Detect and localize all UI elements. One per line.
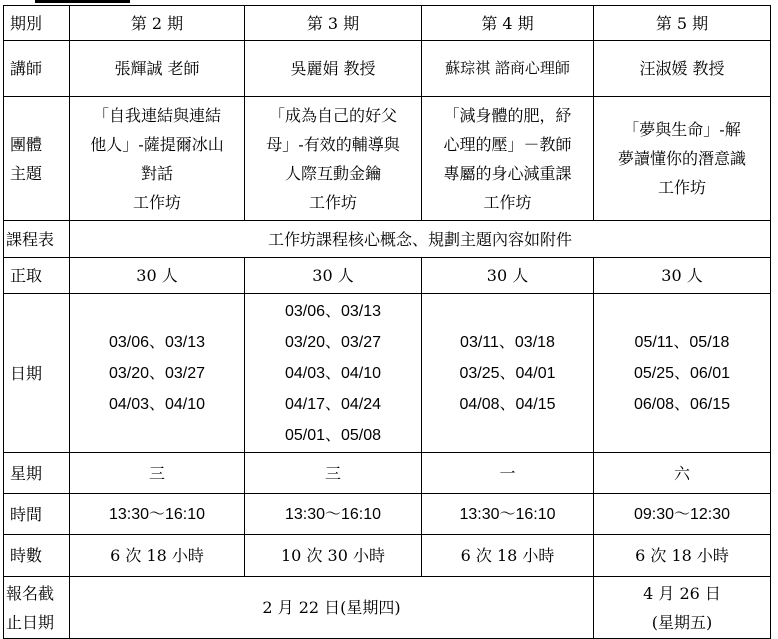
admitted-label: 正取 — [4, 258, 70, 294]
period-5: 第 5 期 — [594, 6, 771, 41]
schedule-label: 課程表 — [4, 221, 70, 258]
theme-row — [4, 97, 771, 221]
time-label: 時間 — [4, 494, 70, 535]
admitted-row — [4, 258, 771, 294]
time-row — [4, 494, 771, 535]
date-line: 03/06、03/13 — [108, 333, 206, 351]
date-line: 04/03、04/10 — [108, 395, 206, 413]
dates-label: 日期 — [4, 294, 70, 453]
theme-cell — [594, 97, 771, 221]
deadline-merged-cell: 2 月 22 日(星期四) — [70, 577, 594, 639]
theme-line: 「夢與生命」-解 — [623, 120, 741, 139]
theme-line: 母」-有效的輔導與 — [266, 134, 400, 154]
theme-label-line: 團體 — [10, 134, 43, 154]
period-3: 第 3 期 — [245, 6, 422, 41]
time-cell: 09:30～12:30 — [594, 494, 771, 535]
lecturer-cell: 汪淑媛 教授 — [594, 41, 771, 97]
admitted-cell: 30 人 — [70, 258, 245, 294]
dates-cell — [245, 294, 422, 453]
weekday-cell: 六 — [594, 453, 771, 494]
lecturer-cell: 張輝誠 老師 — [70, 41, 245, 97]
hours-cell: 6 次 18 小時 — [70, 535, 245, 577]
time-cell: 13:30～16:10 — [245, 494, 422, 535]
time-cell: 13:30～16:10 — [70, 494, 245, 535]
schedule-row — [4, 221, 771, 258]
date-line: 03/25、04/01 — [459, 364, 556, 382]
deadline-label-line: 止日期 — [6, 612, 55, 632]
theme-line: 專屬的身心減重課 — [443, 163, 572, 183]
deadline-label — [4, 577, 70, 639]
date-line: 04/03、04/10 — [284, 364, 382, 382]
dates-cell — [594, 294, 771, 453]
admitted-cell: 30 人 — [245, 258, 422, 294]
period-2: 第 2 期 — [70, 6, 245, 41]
period-label: 期別 — [4, 6, 70, 41]
theme-line: 對話 — [140, 163, 173, 183]
theme-line: 他人」-薩提爾冰山 — [90, 134, 224, 154]
deadline-last-cell — [594, 577, 771, 639]
hours-cell: 6 次 18 小時 — [422, 535, 594, 577]
date-line: 03/06、03/13 — [284, 302, 382, 320]
top-edge-line — [35, 0, 130, 3]
date-line: 03/11、03/18 — [460, 333, 555, 351]
schedule-note: 工作坊課程核心概念、規劃主題內容如附件 — [70, 221, 771, 258]
deadline-line: (星期五) — [651, 612, 713, 632]
dates-cell — [70, 294, 245, 453]
deadline-row — [4, 577, 771, 639]
theme-line: 工作坊 — [308, 192, 357, 212]
date-line: 04/08、04/15 — [459, 395, 556, 413]
admitted-cell: 30 人 — [422, 258, 594, 294]
theme-label-line: 主題 — [10, 163, 43, 183]
weekday-row — [4, 453, 771, 494]
date-line: 04/17、04/24 — [284, 395, 382, 413]
theme-line: 夢讀懂你的潛意識 — [617, 149, 746, 168]
weekday-label: 星期 — [4, 453, 70, 494]
period-row — [4, 6, 771, 41]
time-cell: 13:30～16:10 — [422, 494, 594, 535]
theme-cell — [70, 97, 245, 221]
theme-line: 「成為自己的好父 — [268, 105, 397, 125]
theme-line: 工作坊 — [132, 192, 181, 212]
theme-cell — [422, 97, 594, 221]
theme-label — [4, 97, 70, 221]
weekday-cell: 一 — [422, 453, 594, 494]
weekday-cell: 三 — [245, 453, 422, 494]
hours-row — [4, 535, 771, 577]
date-line: 06/08、06/15 — [633, 395, 731, 413]
hours-cell: 6 次 18 小時 — [594, 535, 771, 577]
date-line: 03/20、03/27 — [284, 333, 382, 351]
hours-label: 時數 — [4, 535, 70, 577]
dates-row — [4, 294, 771, 453]
course-schedule-table — [3, 5, 771, 639]
period-4: 第 4 期 — [422, 6, 594, 41]
deadline-label-line: 報名截 — [6, 583, 55, 603]
theme-cell — [245, 97, 422, 221]
theme-line: 工作坊 — [657, 178, 706, 197]
date-line: 05/11、05/18 — [634, 333, 730, 351]
weekday-cell: 三 — [70, 453, 245, 494]
hours-cell: 10 次 30 小時 — [245, 535, 422, 577]
theme-line: 心理的壓」－教師 — [443, 134, 572, 154]
lecturer-cell: 蘇琮祺 諮商心理師 — [422, 41, 594, 97]
date-line: 05/25、06/01 — [633, 364, 731, 382]
date-line: 05/01、05/08 — [284, 426, 382, 444]
date-line: 03/20、03/27 — [108, 364, 206, 382]
lecturer-cell: 吳麗娟 教授 — [245, 41, 422, 97]
lecturer-row — [4, 41, 771, 97]
dates-cell — [422, 294, 594, 453]
deadline-line: 4 月 26 日 — [643, 583, 721, 603]
theme-line: 人際互動金鑰 — [284, 163, 381, 183]
lecturer-label: 講師 — [4, 41, 70, 97]
theme-line: 工作坊 — [483, 192, 532, 212]
admitted-cell: 30 人 — [594, 258, 771, 294]
theme-line: 「自我連結與連結 — [92, 105, 221, 125]
theme-line: 「減身體的肥，紓 — [443, 105, 572, 125]
